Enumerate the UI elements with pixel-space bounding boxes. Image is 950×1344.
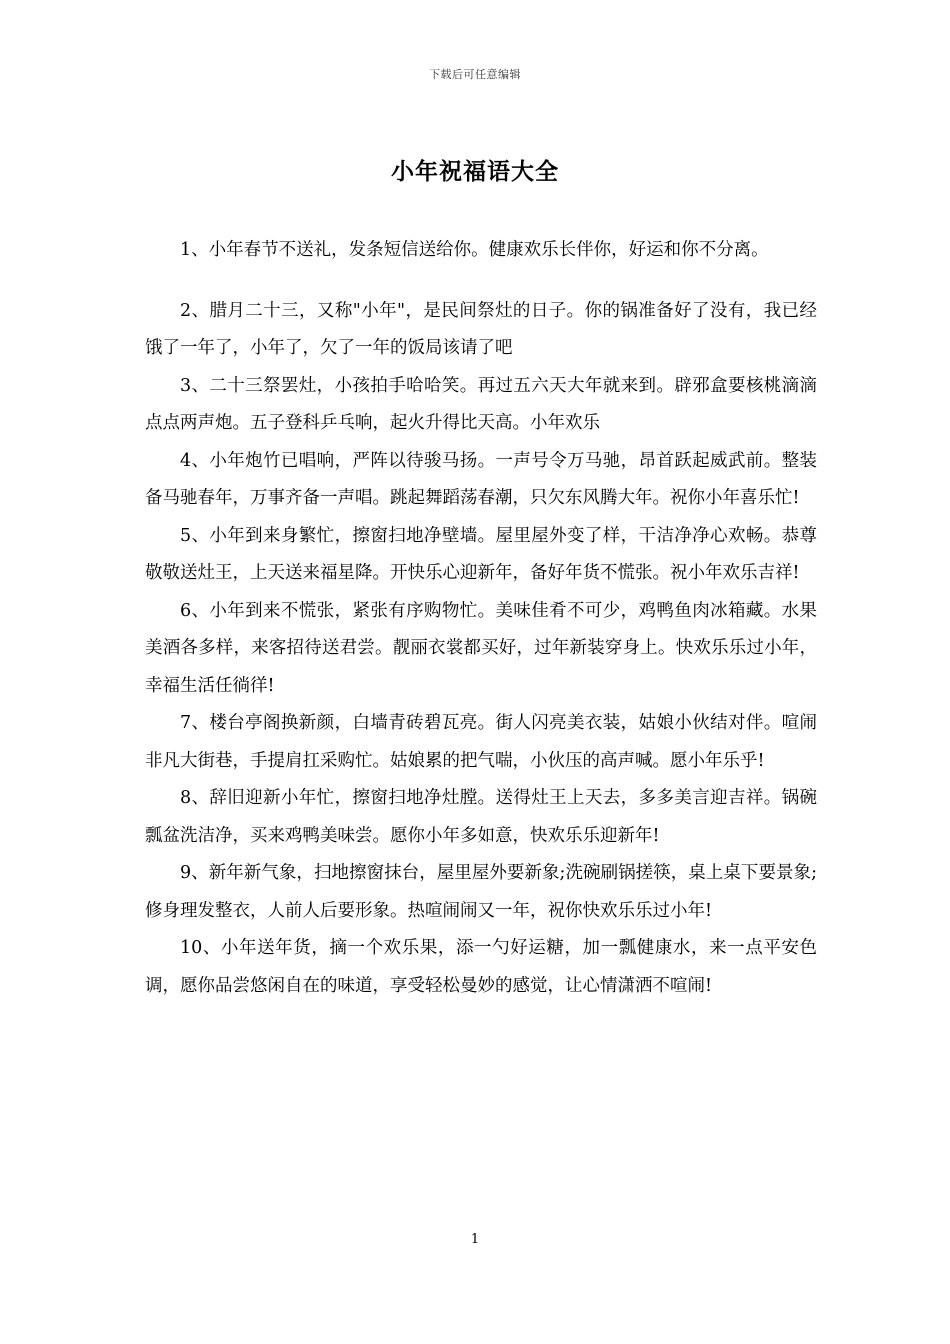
document-title: 小年祝福语大全: [391, 158, 559, 185]
blessing-paragraph-1: 1、小年春节不送礼，发条短信送给你。健康欢乐长伴你，好运和你不分离。: [180, 240, 769, 260]
header-note: 下载后可任意编辑: [429, 68, 521, 81]
blessing-paragraph-9: 9、新年新气象，扫地擦窗抹台，屋里屋外要新象;洗碗刷锅搓筷，桌上桌下要景象;修身理发整衣，人前人后要形象。热喧闹闹又一年，祝你快欢乐乐过小年!: [145, 863, 817, 921]
blessing-paragraph-8: 8、辞旧迎新小年忙，擦窗扫地净灶膛。送得灶王上天去，多多美言迎吉祥。锅碗瓢盆洗洁净，买来鸡鸭美味尝。愿你小年多如意，快欢乐乐迎新年!: [145, 788, 817, 846]
page-number: 1: [470, 1232, 480, 1247]
blessing-paragraph-3: 3、二十三祭罢灶，小孩拍手哈哈笑。再过五六天大年就来到。辟邪盒要核桃滴滴点点两声炮。五子登科乒乓响，起火升得比天高。小年欢乐: [145, 375, 817, 433]
blessing-paragraph-6: 6、小年到来不慌张，紧张有序购物忙。美味佳肴不可少，鸡鸭鱼肉冰箱藏。水果美酒各多样，来客招待送君尝。靓丽衣裳都买好，过年新装穿身上。快欢乐乐过小年，幸福生活任徜徉!: [145, 600, 817, 696]
blessing-paragraph-10: 10、小年送年货，摘一个欢乐果，添一勺好运糖，加一瓢健康水，来一点平安色调，愿你品尝悠闲自在的味道，享受轻松曼妙的感觉，让心情潇洒不喧闹!: [145, 938, 817, 996]
blessing-paragraph-2: 2、腊月二十三，又称"小年"，是民间祭灶的日子。你的锅准备好了没有，我已经饿了一年了，小年了，欠了一年的饭局该请了吧: [145, 300, 817, 358]
blessing-paragraph-5: 5、小年到来身繁忙，擦窗扫地净壁墙。屋里屋外变了样，干洁净净心欢畅。恭尊敬敬送灶王，上天送来福星降。开快乐心迎新年，备好年货不慌张。祝小年欢乐吉祥!: [145, 525, 817, 583]
blessing-paragraph-4: 4、小年炮竹已唱响，严阵以待骏马扬。一声号令万马驰，昂首跃起威武前。整装备马驰春年，万事齐备一声唱。跳起舞蹈荡春潮，只欠东风腾大年。祝你小年喜乐忙!: [145, 450, 817, 508]
blessing-paragraph-7: 7、楼台亭阁换新颜，白墙青砖碧瓦亮。街人闪亮美衣装，姑娘小伙结对伴。喧闹非凡大街巷，手提肩扛采购忙。姑娘累的把气喘，小伙压的高声喊。愿小年乐乎!: [145, 713, 817, 771]
document-body: [145, 232, 817, 1005]
